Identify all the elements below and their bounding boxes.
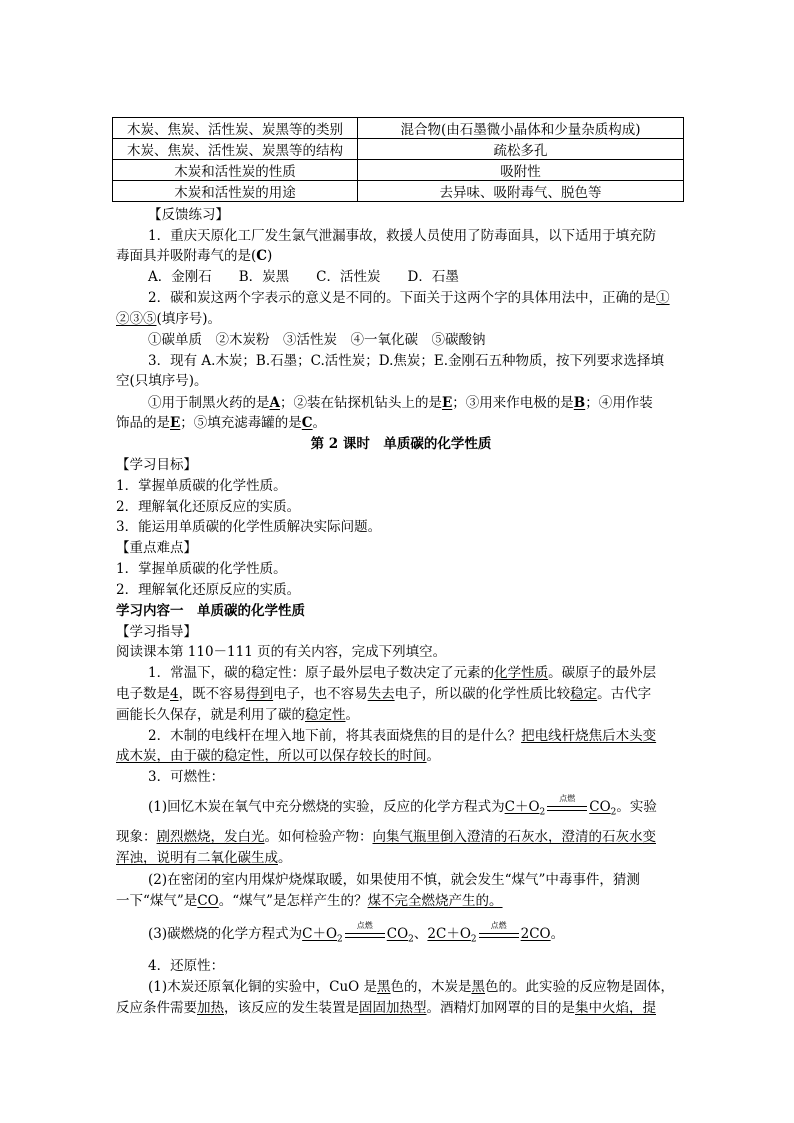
table-cell: 木炭和活性炭的性质 [113, 160, 358, 181]
reading-instruction: 阅读课本第 110－111 页的有关内容，完成下列填空。 [116, 644, 447, 660]
item-3-sub-1-line-3: 浑浊，说明有二氧化碳生成。 [116, 850, 292, 866]
answer: 稳定 [570, 686, 598, 702]
content-heading: 学习内容一 单质碳的化学性质 [116, 603, 305, 619]
answer: 稳定性 [305, 707, 346, 723]
answer: E [170, 415, 181, 431]
answer: ②③⑤ [116, 311, 157, 327]
answer: 剧烈燃烧，发白光 [156, 829, 265, 845]
question-1-line-1: 1．重庆天原化工厂发生氯气泄漏事故，救援人员使用了防毒面具，以下适用于填充防 [148, 228, 657, 244]
answer: 化学性质 [494, 665, 549, 681]
table-cell: 疏松多孔 [358, 139, 684, 160]
item-3-sub-3: (3)碳燃烧的化学方程式为$C+O_2$ 点燃 $CO_2$、$2C+O_2$ 点燃 2CO。 [148, 921, 565, 945]
answer: 固固加热型 [359, 1000, 427, 1016]
question-2-line-1: 2．碳和炭这两个字表示的意义是不同的。下面关于这两个字的具体用法中，正确的是① [148, 290, 670, 306]
chemical-equation: $C+O_2$ 点燃 $CO_2$ [504, 794, 617, 818]
item-4-heading: 4．还原性： [148, 958, 225, 974]
answer: A [269, 395, 280, 411]
answer: 得到 [246, 686, 274, 702]
table-row [113, 118, 684, 139]
question-3-line-1: 3．现有 A.木炭；B.石墨；C.活性炭；D.焦炭；E.金刚石五种物质，按下列要求选择填 [148, 353, 665, 369]
guide-heading: 【学习指导】 [116, 624, 197, 640]
answer: 浑浊，说明有二氧化碳生成 [116, 850, 278, 866]
answer: 加热 [197, 1000, 224, 1016]
key-point-item: 1．掌握单质碳的化学性质。 [116, 561, 287, 577]
lesson-title: 第 2 课时 单质碳的化学性质 [310, 436, 492, 452]
reaction-arrow: 点燃 [477, 924, 521, 944]
table-cell: 去异味、吸附毒气、脱色等 [358, 181, 684, 202]
answer: 煤不完全燃烧产生的。 [367, 893, 503, 909]
item-1-line-2: 电子数是4，既不容易得到电子，也不容易失去电子，所以碳的化学性质比较稳定。古代字 [116, 686, 652, 702]
reaction-arrow: 点燃 [545, 797, 589, 817]
question-3-line-2: 空(只填序号)。 [116, 373, 208, 389]
item-1-line-1: 1．常温下，碳的稳定性：原子最外层电子数决定了元素的化学性质。碳原子的最外层 [148, 665, 657, 681]
table-row [113, 139, 684, 160]
answer: E [441, 395, 453, 411]
table-cell: 混合物(由石墨微小晶体和少量杂质构成) [358, 118, 684, 139]
table-row [113, 160, 684, 181]
answer: C [256, 248, 268, 264]
goal-item: 2．理解氧化还原反应的实质。 [116, 499, 301, 515]
table-row [113, 181, 684, 202]
answer: 黑 [471, 979, 486, 995]
question-2-options: ①碳单质 ②木炭粉 ③活性炭 ④一氧化碳 ⑤碳酸钠 [148, 332, 486, 348]
answer: 黑 [377, 979, 391, 995]
item-4-line-1: (1)木炭还原氧化铜的实验中，CuO 是黑色的，木炭是黑色的。此实验的反应物是固体， [148, 979, 675, 995]
table-cell: 木炭和活性炭的用途 [113, 181, 358, 202]
question-3-line-4: 饰品的是E；⑤填充滤毒罐的是C。 [116, 415, 327, 431]
item-3-sub-1-line-1: (1)回忆木炭在氧气中充分燃烧的实验，反应的化学方程式为$C+O_2$ 点燃 $CO_2$。实验 [148, 794, 657, 818]
item-4-line-2: 反应条件需要加热，该反应的发生装置是固固加热型。酒精灯加网罩的目的是集中火焰，提 [116, 1000, 656, 1016]
answer: ① [656, 290, 670, 306]
answer: 集中火焰，提 [575, 1000, 656, 1016]
goal-item: 1．掌握单质碳的化学性质。 [116, 478, 287, 494]
question-1-line-2: 毒面具并吸附毒气的是(C) [116, 248, 273, 264]
item-2-line-1: 2．木制的电线杆在埋入地下前，将其表面烧焦的目的是什么？把电线杆烧焦后木头变 [148, 728, 657, 744]
item-3-sub-1-line-2: 现象：剧烈燃烧，发白光。如何检验产物：向集气瓶里倒入澄清的石灰水，澄清的石灰水变 [116, 829, 656, 845]
question-3-line-3: ①用于制黑火药的是A；②装在钻探机钻头上的是E；③用来作电极的是B；④用作装 [148, 395, 653, 411]
answer: 成木炭，由于碳的稳定性，所以可以保存较长的时间 [116, 748, 427, 764]
answer: 把电线杆烧焦后木头变 [521, 728, 657, 744]
feedback-heading: 【反馈练习】 [148, 207, 229, 223]
key-point-item: 2．理解氧化还原反应的实质。 [116, 582, 301, 598]
chemical-equation: $C+O_2$ 点燃 $CO_2$ [302, 921, 414, 945]
answer: 向集气瓶里倒入澄清的石灰水，澄清的石灰水变 [372, 829, 656, 845]
goal-item: 3．能运用单质碳的化学性质解决实际问题。 [116, 519, 382, 535]
carbon-summary-table [112, 117, 684, 202]
item-3-sub-2-line-1: (2)在密闭的室内用煤炉烧煤取暖，如果使用不慎，就会发生“煤气”中毒事件，猜测 [148, 872, 640, 888]
item-2-line-2: 成木炭，由于碳的稳定性，所以可以保存较长的时间。 [116, 748, 440, 764]
question-1-options: A．金刚石 B．炭黑 C．活性炭 D．石墨 [148, 269, 459, 285]
chemical-equation: $2C+O_2$ 点燃 2CO [427, 921, 551, 945]
answer: C [301, 415, 313, 431]
question-2-line-2: ②③⑤(填序号)。 [116, 311, 222, 327]
item-1-line-3: 画能长久保存，就是利用了碳的稳定性。 [116, 707, 359, 723]
answer: CO [197, 893, 219, 909]
table-cell: 木炭、焦炭、活性炭、炭黑等的结构 [113, 139, 358, 160]
table-cell: 吸附性 [358, 160, 684, 181]
item-3-sub-2-line-2: 一下“煤气”是CO。“煤气”是怎样产生的？煤不完全燃烧产生的。 [116, 893, 503, 909]
item-3-heading: 3．可燃性： [148, 769, 225, 785]
answer: 失去 [367, 686, 395, 702]
answer: B [573, 395, 586, 411]
goals-heading: 【学习目标】 [116, 457, 197, 473]
answer: 4 [170, 686, 179, 702]
table-cell: 木炭、焦炭、活性炭、炭黑等的类别 [113, 118, 358, 139]
key-points-heading: 【重点难点】 [116, 540, 197, 556]
reaction-arrow: 点燃 [343, 924, 387, 944]
